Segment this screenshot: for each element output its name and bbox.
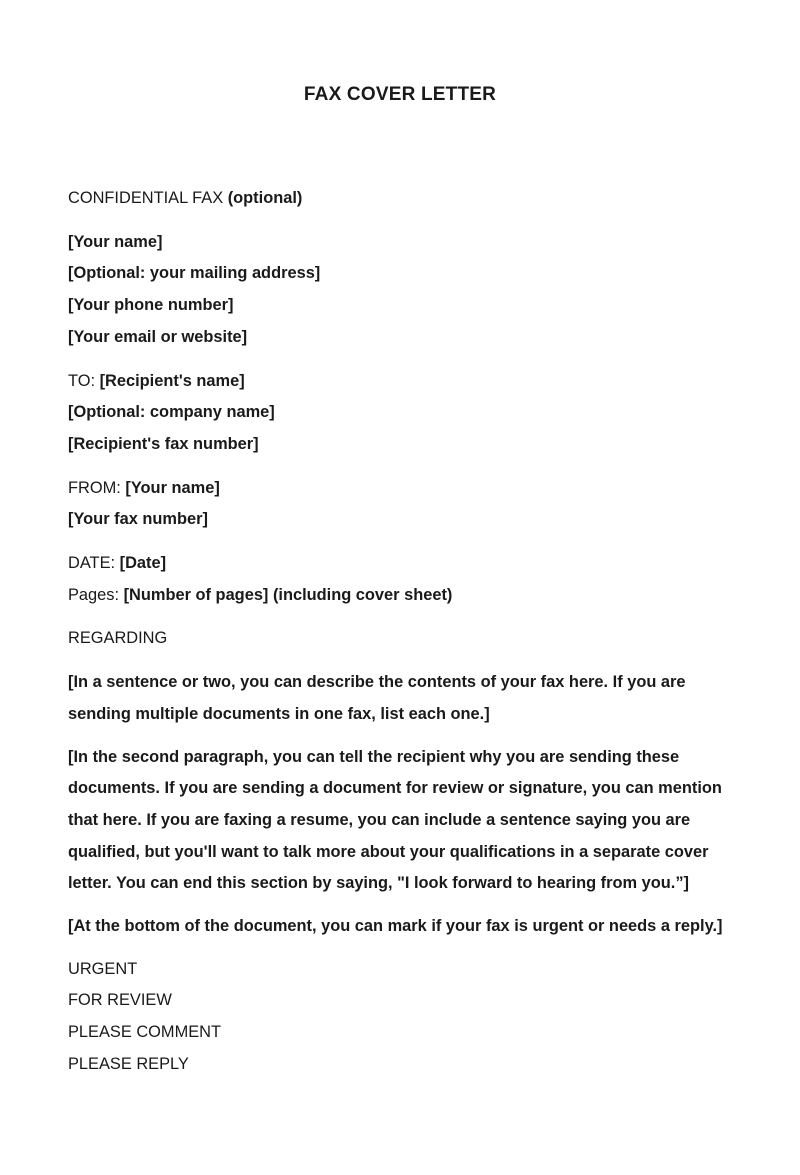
paragraph-3: [At the bottom of the document, you can mark if your fax is urgent or needs a reply.] [68,917,723,936]
confidential-label: CONFIDENTIAL FAX [68,189,224,207]
status-for-review: FOR REVIEW [68,991,172,1010]
status-options [68,954,748,1081]
confidential-note: (optional) [227,189,303,207]
sender-block [68,227,748,354]
from-line [68,473,748,505]
sender-email: [Your email or website] [68,327,248,346]
recipient-name: [Recipient's name] [99,371,245,390]
from-label: FROM: [68,478,121,497]
paragraph-1: [In a sentence or two, you can describe the contents of your fax here. If you are sending multiple documents in one fax, list each one.] [68,673,686,723]
to-label: TO: [68,371,96,390]
to-block [68,366,748,461]
status-please-comment: PLEASE COMMENT [68,1023,222,1042]
status-urgent: URGENT [68,959,138,978]
date-value: [Date] [119,554,167,573]
sender-phone: [Your phone number] [68,296,234,315]
document-body [68,183,748,1081]
recipient-company: [Optional: company name] [68,403,275,422]
pages-line [68,580,748,612]
from-block [68,473,748,536]
pages-value: [Number of pages] (including cover sheet) [123,585,453,604]
page-title: FAX COVER LETTER [303,84,497,105]
date-pages-block [68,548,748,611]
sender-name: [Your name] [68,232,163,251]
status-please-reply: PLEASE REPLY [68,1054,189,1073]
date-label: DATE: [68,554,116,573]
from-fax: [Your fax number] [68,510,208,529]
to-line [68,366,748,398]
pages-label: Pages: [68,585,120,604]
regarding-label: REGARDING [68,629,168,648]
recipient-fax: [Recipient's fax number] [68,434,259,453]
sender-address: [Optional: your mailing address] [68,264,321,283]
confidential-line [68,183,748,215]
from-name: [Your name] [125,478,220,497]
date-line [68,548,748,580]
paragraph-2: [In the second paragraph, you can tell the recipient why you are sending these documents. If you are sending a document for review or signature, you can mention that here. If you are faxing a resume, you can include a sentence saying you are qualified, but you'll want to talk more about your qualifications in a separate cover letter. You can end this section by saying, "I look forward to hearing from you.”] [68,747,722,893]
